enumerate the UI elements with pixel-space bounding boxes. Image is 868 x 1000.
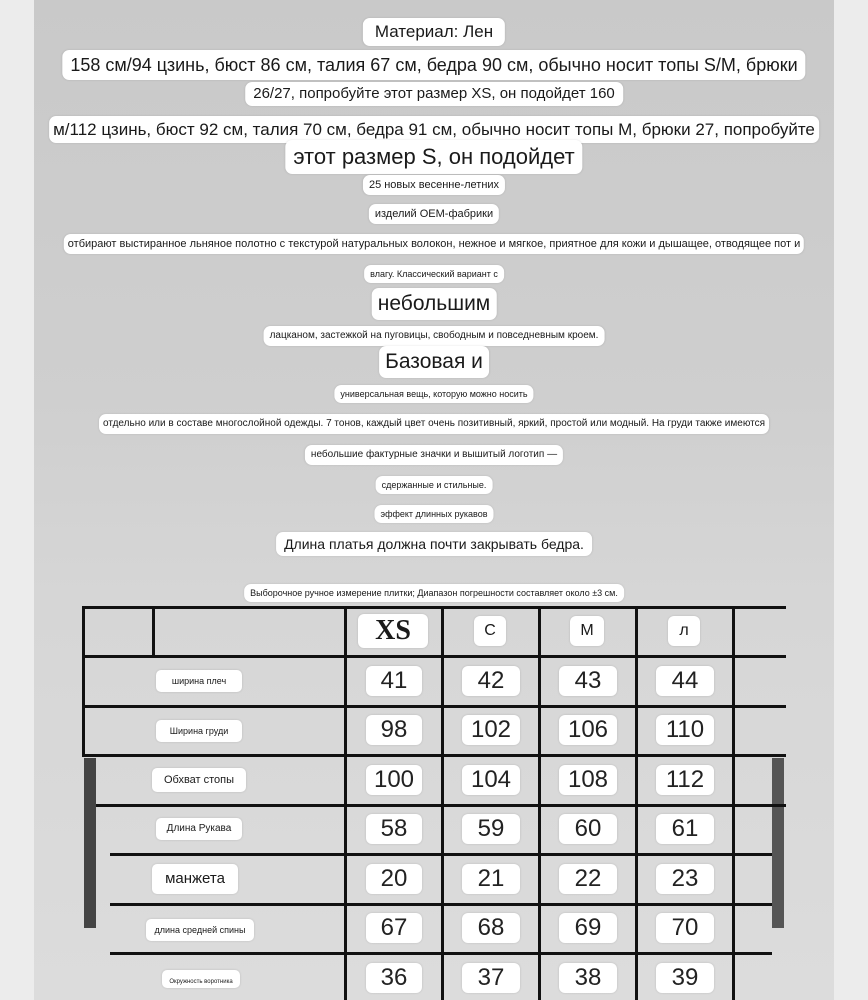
measurement-note: Выборочное ручное измерение плитки; Диапазон погрешности составляет около ±3 см. [244, 584, 624, 602]
row-label-chest-width: Ширина груди [156, 720, 242, 742]
value-cell: 110 [656, 715, 714, 745]
description-line-10: небольшим [372, 288, 497, 320]
size-header-l: л [668, 616, 700, 646]
value-cell: 58 [366, 814, 422, 844]
description-line-3: 26/27, попробуйте этот размер XS, он подойдет 160 [245, 82, 623, 106]
value-cell: 59 [462, 814, 520, 844]
value-cell: 41 [366, 666, 422, 696]
table-line [635, 606, 638, 1000]
description-line-18: Длина платья должна почти закрывать бедра. [276, 532, 592, 556]
table-line [152, 606, 155, 658]
row-label-collar: Окружность воротника [162, 970, 240, 988]
description-line-1: Материал: Лен [363, 18, 505, 46]
table-line [82, 705, 786, 708]
row-label-back-length: длина средней спины [146, 919, 254, 941]
value-cell: 36 [366, 963, 422, 993]
value-cell: 23 [656, 864, 714, 894]
value-cell: 21 [462, 864, 520, 894]
value-cell: 67 [366, 913, 422, 943]
size-header-xs: XS [358, 614, 428, 648]
description-line-6: 25 новых весенне-летних [363, 175, 505, 195]
description-line-14: отдельно или в составе многослойной одежды. 7 тонов, каждый цвет очень позитивный, яркий, простой или модный. На груди также имеются [99, 414, 769, 434]
row-label-cuff: манжета [152, 864, 238, 894]
size-header-m: М [570, 616, 604, 646]
table-line [344, 606, 347, 1000]
description-line-7: изделий OEM-фабрики [369, 204, 499, 224]
value-cell: 100 [366, 765, 422, 795]
value-cell: 61 [656, 814, 714, 844]
table-line [82, 754, 786, 757]
description-line-13: универсальная вещь, которую можно носить [334, 385, 533, 403]
description-line-4: м/112 цзинь, бюст 92 см, талия 70 см, бедра 91 см, обычно носит топы M, брюки 27, попробуйте [49, 116, 819, 143]
value-cell: 38 [559, 963, 617, 993]
table-right-shadow [772, 758, 784, 928]
description-line-5: этот размер S, он подойдет [285, 140, 582, 174]
value-cell: 43 [559, 666, 617, 696]
description-line-17: эффект длинных рукавов [374, 505, 493, 523]
description-line-11: лацканом, застежкой на пуговицы, свободным и повседневным кроем. [264, 326, 605, 346]
value-cell: 37 [462, 963, 520, 993]
description-line-16: сдержанные и стильные. [376, 476, 493, 494]
value-cell: 108 [559, 765, 617, 795]
value-cell: 42 [462, 666, 520, 696]
description-line-8: отбирают выстиранное льняное полотно с текстурой натуральных волокон, нежное и мягкое, приятное для кожи и дышащее, отводящее пот и [64, 234, 804, 254]
row-label-hem-width: Обхват стопы [152, 768, 246, 792]
value-cell: 106 [559, 715, 617, 745]
value-cell: 68 [462, 913, 520, 943]
value-cell: 60 [559, 814, 617, 844]
value-cell: 20 [366, 864, 422, 894]
row-label-shoulder-width: ширина плеч [156, 670, 242, 692]
row-label-sleeve-length: Длина Рукава [156, 818, 242, 840]
table-left-shadow [84, 758, 96, 928]
description-line-12: Базовая и [379, 346, 489, 378]
value-cell: 70 [656, 913, 714, 943]
value-cell: 22 [559, 864, 617, 894]
size-header-s: С [474, 616, 506, 646]
value-cell: 44 [656, 666, 714, 696]
value-cell: 98 [366, 715, 422, 745]
table-line [82, 606, 85, 756]
value-cell: 69 [559, 913, 617, 943]
value-cell: 112 [656, 765, 714, 795]
value-cell: 104 [462, 765, 520, 795]
table-line [82, 655, 786, 658]
value-cell: 39 [656, 963, 714, 993]
table-line [441, 606, 444, 1000]
description-line-15: небольшие фактурные значки и вышитый логотип — [305, 445, 563, 465]
table-line [82, 606, 786, 609]
description-line-2: 158 см/94 цзинь, бюст 86 см, талия 67 см, бедра 90 см, обычно носит топы S/M, брюки [62, 50, 805, 80]
table-line [538, 606, 541, 1000]
description-line-9: влагу. Классический вариант с [364, 265, 504, 283]
table-line [732, 606, 735, 1000]
value-cell: 102 [462, 715, 520, 745]
